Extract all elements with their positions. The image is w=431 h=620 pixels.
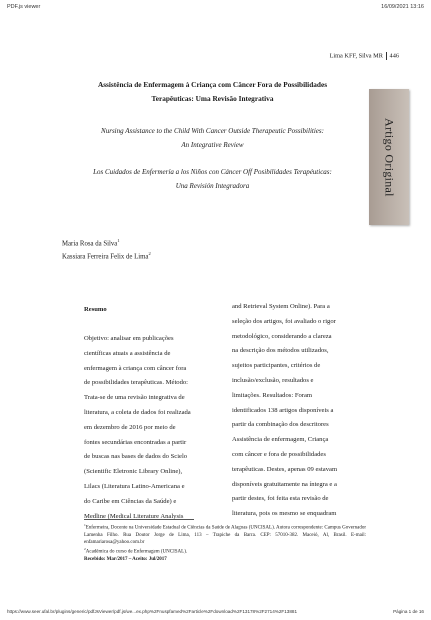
running-head-authors: Lima KFF, Silva MR (329, 52, 383, 60)
print-page-indicator: Página 1 de 16 (393, 609, 424, 614)
abstract-line: de possibilidades terapêuticas. Método: (84, 379, 189, 387)
running-head-page: 446 (389, 52, 399, 60)
author-1: Maria Rosa da Silva$^1$ (62, 238, 120, 248)
abstract-left-column (84, 332, 216, 524)
received-accepted-dates: Recebido: Mar/2017 – Aceito: Jul/2017 (84, 557, 167, 561)
abstract-line: partir da combinação dos descritores (232, 421, 329, 429)
viewer-app-name: PDF.js viewer (7, 4, 41, 10)
article-title-line-1: Assistência de Enfermagem à Criança com Câncer Fora de Possibilidades (97, 80, 328, 89)
subtitle-spanish (60, 165, 365, 193)
footnote-1: $^1$Enfermeira, Docente na Universidade Estadual de Ciências da Saúde de Alagoas (UNCISAL). Autora correspondente: Campus Governador Lamenha Filho. Rua Doutor Jorge de Lima, 113 – Trapiche da Barra. CEP: 57010-382. Maceió, Al, Brasil. E-mail: enfamariarosa@yahoo.com.br (84, 523, 366, 546)
subtitle-english-line-2: An Integrative Review (181, 141, 244, 149)
abstract-line: Medline (Medical Literature Analysis (84, 512, 184, 520)
abstract-line: partir destes, foi feita esta revisão de (232, 495, 329, 503)
abstract-line: fontes secundárias encontradas a partir (84, 438, 187, 446)
article-title (70, 78, 355, 106)
article-type-label: Artigo Original (382, 117, 397, 197)
article-type-tab (369, 89, 409, 225)
author-2: Kassiara Ferreira Felix de Lima$^2$ (62, 251, 151, 261)
abstract-line: Trata-se de uma revisão integrativa de (84, 394, 185, 402)
abstract-line: Assistência de enfermagem, Criança (232, 436, 329, 444)
abstract-heading: Resumo (84, 306, 107, 313)
subtitle-english-line-1: Nursing Assistance to the Child With Cancer Outside Therapeutic Possibilities: (101, 127, 324, 135)
running-head-separator (386, 52, 387, 60)
abstract-line: na descrição dos métodos utilizados, (232, 347, 329, 355)
abstract-line: (Scientific Eletronic Library Online), (84, 468, 183, 476)
footnotes (84, 522, 366, 560)
abstract-line: em dezembro de 2016 por meio de (84, 423, 176, 431)
abstract-line: científicas atuais a assistência de (84, 349, 171, 357)
abstract-line: terapêuticas. Destes, apenas 09 estavam (232, 465, 338, 473)
abstract-line: and Retrieval System Online). Para a (232, 303, 330, 310)
author-2-ref: 2 (148, 251, 151, 257)
abstract-line: literatura, a coleta de dados foi realizada (84, 408, 191, 416)
author-1-ref: 1 (117, 238, 120, 243)
subtitle-spanish-line-1: Los Cuidados de Enfermería a los Niños con Cáncer Off Posibilidades Terapéuticas: (93, 168, 332, 176)
abstract-line: seleção dos artigos, foi avaliado o rigor (232, 317, 336, 325)
author-list (62, 236, 151, 263)
abstract-line: disponíveis gratuitamente na íntegra e a (232, 480, 337, 488)
abstract-line: de buscas nas bases de dados do Scielo (84, 453, 188, 461)
abstract-line: literatura, pois os mesmo se enquadram (232, 510, 337, 518)
abstract-line: sujeitos participantes, critérios de (232, 362, 321, 370)
abstract-line: do Caribe em Ciências da Saúde) e (84, 497, 177, 505)
abstract-line: limitações. Resultados: Foram (232, 391, 313, 399)
print-url: https://www.seer.ufal.br/plugins/generic/pdfJsViewer/pdf.js/we...ex.php%2Fnuspfamed%2Farticle%2Fdownload%2F13178%2F2714%2F13881 (7, 609, 297, 614)
footnote-divider (84, 519, 194, 520)
subtitle-spanish-line-2: Una Revisión Integradora (175, 182, 250, 190)
footnote-2: $^2$Acadêmica do curso de Enfermagem (UNCISAL). (84, 547, 188, 555)
running-head (330, 52, 399, 60)
abstract-line: enfermagem à criança com câncer fora (84, 364, 187, 372)
abstract-line: inclusão/exclusão, resultados e (232, 376, 314, 384)
abstract-line: Lilacs (Literatura Latino-Americana e (84, 482, 185, 490)
abstract-line: identificados 138 artigos disponíveis a (232, 406, 334, 414)
subtitle-english (60, 124, 365, 152)
abstract-line: com câncer e fora de possibilidades (232, 450, 326, 458)
abstract-line: metodológico, considerando a clareza (232, 332, 332, 340)
print-timestamp: 16/09/2021 13:16 (381, 4, 424, 10)
abstract-line: Objetivo: analisar em publicações (84, 335, 174, 342)
article-title-line-2: Terapêuticas: Uma Revisão Integrativa (151, 94, 274, 103)
abstract-right-column (232, 300, 362, 522)
